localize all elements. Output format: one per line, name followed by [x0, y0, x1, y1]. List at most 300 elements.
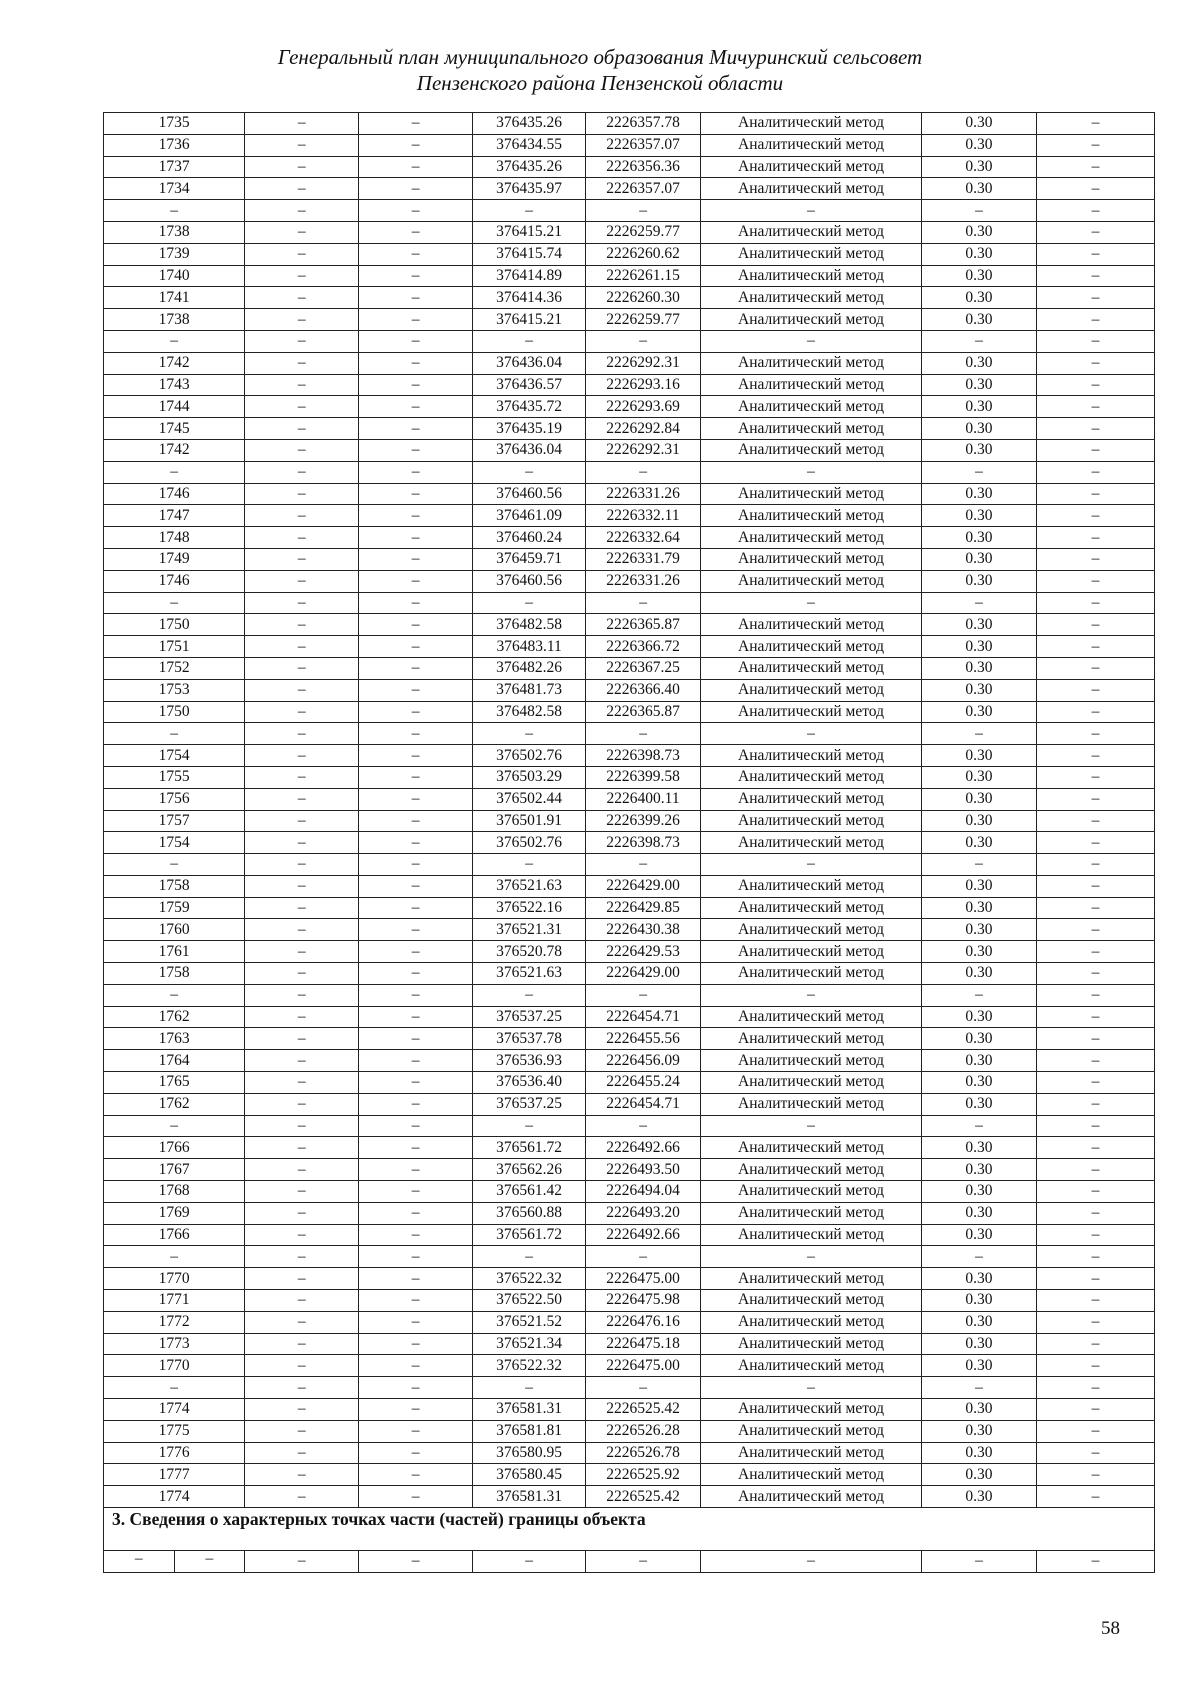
table-cell: 0.30 — [921, 287, 1036, 309]
table-cell: 376436.04 — [473, 352, 586, 374]
page-header — [0, 44, 1200, 96]
table-cell: 376435.97 — [473, 178, 586, 200]
table-cell: – — [921, 1115, 1036, 1137]
table-cell: 376460.24 — [473, 527, 586, 549]
table-cell: – — [245, 636, 359, 658]
table-row — [104, 570, 1155, 592]
table-cell: – — [1036, 287, 1154, 309]
table-cell: – — [1036, 483, 1154, 505]
table-cell: 376435.26 — [473, 156, 586, 178]
table-cell: – — [245, 330, 359, 352]
table-cell: 1763 — [104, 1028, 245, 1050]
table-cell: 376435.19 — [473, 418, 586, 440]
table-cell: – — [359, 1268, 473, 1290]
table-row — [104, 1290, 1155, 1312]
table-cell: – — [359, 221, 473, 243]
table-cell: 2226429.00 — [586, 963, 701, 985]
table-cell: 1737 — [104, 156, 245, 178]
table-cell: – — [1036, 243, 1154, 265]
table-cell: 1774 — [104, 1399, 245, 1421]
table-cell: – — [359, 1442, 473, 1464]
table-cell: – — [473, 854, 586, 876]
table-row — [104, 657, 1155, 679]
table-cell: 1747 — [104, 505, 245, 527]
table-cell: – — [359, 1115, 473, 1137]
table-cell: 1766 — [104, 1224, 245, 1246]
table-cell: – — [1036, 745, 1154, 767]
table-cell: Аналитический метод — [701, 178, 922, 200]
table-cell: – — [1036, 1333, 1154, 1355]
table-cell: – — [245, 374, 359, 396]
table-cell: 2226332.64 — [586, 527, 701, 549]
table-cell: 2226357.07 — [586, 178, 701, 200]
table-cell: – — [359, 745, 473, 767]
table-cell: – — [245, 1050, 359, 1072]
table-cell: – — [245, 1028, 359, 1050]
table-split-cell — [104, 1551, 245, 1573]
table-cell: – — [1036, 200, 1154, 222]
table-cell: – — [359, 701, 473, 723]
table-cell: Аналитический метод — [701, 505, 922, 527]
table-cell: – — [1036, 1290, 1154, 1312]
table-cell: 2226292.31 — [586, 352, 701, 374]
table-cell: 1739 — [104, 243, 245, 265]
table-cell: Аналитический метод — [701, 374, 922, 396]
table-cell: 376521.52 — [473, 1311, 586, 1333]
table-cell: – — [359, 963, 473, 985]
table-cell: 1738 — [104, 309, 245, 331]
table-cell: – — [245, 1486, 359, 1508]
table-cell: – — [1036, 614, 1154, 636]
table-cell: 0.30 — [921, 1311, 1036, 1333]
table-cell: 1736 — [104, 134, 245, 156]
table-cell: Аналитический метод — [701, 941, 922, 963]
table-cell: – — [245, 897, 359, 919]
table-row — [104, 854, 1155, 876]
table-cell: – — [359, 1006, 473, 1028]
table-cell: Аналитический метод — [701, 701, 922, 723]
table-cell: 0.30 — [921, 1290, 1036, 1312]
table-cell: 376537.25 — [473, 1006, 586, 1028]
table-cell: 2226475.18 — [586, 1333, 701, 1355]
table-cell: – — [245, 723, 359, 745]
table-cell: 0.30 — [921, 1093, 1036, 1115]
table-cell: 2226293.69 — [586, 396, 701, 418]
table-cell: 1765 — [104, 1072, 245, 1094]
table-cell: 1740 — [104, 265, 245, 287]
table-cell: 1752 — [104, 657, 245, 679]
table-cell: – — [359, 1050, 473, 1072]
table-cell: – — [359, 1159, 473, 1181]
table-cell: – — [245, 1181, 359, 1203]
table-cell: 2226455.56 — [586, 1028, 701, 1050]
table-cell: 1768 — [104, 1181, 245, 1203]
table-cell: – — [1036, 527, 1154, 549]
table-cell: – — [359, 309, 473, 331]
table-cell: 1734 — [104, 178, 245, 200]
table-cell: – — [245, 1551, 359, 1573]
table-cell: 2226525.92 — [586, 1464, 701, 1486]
table-cell: Аналитический метод — [701, 1202, 922, 1224]
table-cell: Аналитический метод — [701, 766, 922, 788]
table-cell: 2226454.71 — [586, 1093, 701, 1115]
table-cell: – — [586, 200, 701, 222]
table-cell: 1754 — [104, 832, 245, 854]
table-cell: – — [1036, 1115, 1154, 1137]
table-cell: 376483.11 — [473, 636, 586, 658]
table-row — [104, 483, 1155, 505]
table-cell: Аналитический метод — [701, 1159, 922, 1181]
table-cell: 1748 — [104, 527, 245, 549]
table-cell: – — [359, 461, 473, 483]
table-cell: 2226492.66 — [586, 1224, 701, 1246]
table-cell: 2226492.66 — [586, 1137, 701, 1159]
table-cell: – — [1036, 1028, 1154, 1050]
table-cell: – — [1036, 548, 1154, 570]
table-row — [104, 178, 1155, 200]
table-cell: 2226456.09 — [586, 1050, 701, 1072]
table-cell: 0.30 — [921, 832, 1036, 854]
table-cell: – — [359, 657, 473, 679]
table-row — [104, 963, 1155, 985]
table-row — [104, 941, 1155, 963]
table-cell: – — [245, 1399, 359, 1421]
table-cell: 0.30 — [921, 614, 1036, 636]
table-cell: 1769 — [104, 1202, 245, 1224]
table-cell: 1745 — [104, 418, 245, 440]
table-cell: Аналитический метод — [701, 1072, 922, 1094]
table-cell: – — [359, 854, 473, 876]
table-cell: 0.30 — [921, 1050, 1036, 1072]
table-cell: 1742 — [104, 439, 245, 461]
table-cell: 2226475.00 — [586, 1355, 701, 1377]
table-cell: 1755 — [104, 766, 245, 788]
table-cell: – — [245, 984, 359, 1006]
table-cell: Аналитический метод — [701, 265, 922, 287]
table-cell: 0.30 — [921, 134, 1036, 156]
table-cell: Аналитический метод — [701, 548, 922, 570]
table-cell: 2226259.77 — [586, 221, 701, 243]
table-cell: – — [586, 1246, 701, 1268]
table-cell: – — [1036, 221, 1154, 243]
table-cell: 1750 — [104, 614, 245, 636]
table-cell: – — [104, 723, 245, 745]
table-cell: 0.30 — [921, 745, 1036, 767]
table-cell: – — [701, 592, 922, 614]
table-cell: – — [921, 1551, 1036, 1573]
table-row — [104, 439, 1155, 461]
table-cell: – — [359, 636, 473, 658]
table-cell: – — [245, 1377, 359, 1399]
table-cell: – — [473, 1115, 586, 1137]
table-row — [104, 1137, 1155, 1159]
table-cell: 376536.93 — [473, 1050, 586, 1072]
table-cell: 0.30 — [921, 374, 1036, 396]
table-row — [104, 875, 1155, 897]
table-cell: – — [473, 200, 586, 222]
table-cell: 0.30 — [921, 1202, 1036, 1224]
table-cell: Аналитический метод — [701, 1268, 922, 1290]
table-cell: – — [473, 1246, 586, 1268]
table-row — [104, 265, 1155, 287]
table-cell: – — [701, 854, 922, 876]
table-cell: 0.30 — [921, 679, 1036, 701]
page-number: 58 — [1101, 1618, 1120, 1639]
table-cell: 2226429.53 — [586, 941, 701, 963]
table-cell: 1746 — [104, 483, 245, 505]
table-cell: 0.30 — [921, 1355, 1036, 1377]
table-cell: 376581.31 — [473, 1486, 586, 1508]
table-cell: 0.30 — [921, 1072, 1036, 1094]
table-cell: 0.30 — [921, 1159, 1036, 1181]
table-cell: Аналитический метод — [701, 1311, 922, 1333]
table-cell: – — [1036, 657, 1154, 679]
table-cell: 376460.56 — [473, 483, 586, 505]
table-cell: – — [359, 1486, 473, 1508]
table-cell: Аналитический метод — [701, 1181, 922, 1203]
table-cell: – — [1036, 418, 1154, 440]
table-cell: – — [245, 178, 359, 200]
table-cell: 2226366.40 — [586, 679, 701, 701]
table-row — [104, 614, 1155, 636]
table-cell: Аналитический метод — [701, 1224, 922, 1246]
table-cell: Аналитический метод — [701, 527, 922, 549]
table-cell: 0.30 — [921, 941, 1036, 963]
table-cell: 2226292.31 — [586, 439, 701, 461]
table-cell: – — [245, 156, 359, 178]
table-cell: 376520.78 — [473, 941, 586, 963]
table-cell: – — [245, 1464, 359, 1486]
table-cell: 2226475.98 — [586, 1290, 701, 1312]
header-title-line2: Пензенского района Пензенской области — [416, 71, 784, 95]
table-cell: – — [245, 1268, 359, 1290]
table-cell: – — [245, 766, 359, 788]
table-row — [104, 1464, 1155, 1486]
table-cell: 1766 — [104, 1137, 245, 1159]
table-row — [104, 396, 1155, 418]
table-cell: – — [245, 1355, 359, 1377]
table-cell: – — [1036, 897, 1154, 919]
table-cell: – — [359, 330, 473, 352]
table-row — [104, 788, 1155, 810]
table-cell: 376460.56 — [473, 570, 586, 592]
table-cell: – — [245, 810, 359, 832]
table-cell: – — [701, 723, 922, 745]
table-cell: Аналитический метод — [701, 570, 922, 592]
table-cell: – — [473, 330, 586, 352]
table-cell: – — [1036, 330, 1154, 352]
table-cell: Аналитический метод — [701, 1355, 922, 1377]
table-cell: – — [245, 1420, 359, 1442]
table-cell: – — [359, 156, 473, 178]
table-cell: – — [359, 614, 473, 636]
table-cell: – — [473, 723, 586, 745]
table-cell: Аналитический метод — [701, 636, 922, 658]
table-row — [104, 1246, 1155, 1268]
table-cell: – — [1036, 1093, 1154, 1115]
table-cell: – — [245, 200, 359, 222]
table-cell: 0.30 — [921, 505, 1036, 527]
table-cell: – — [245, 134, 359, 156]
table-cell: 1753 — [104, 679, 245, 701]
table-cell: 2226332.11 — [586, 505, 701, 527]
table-cell: 376537.78 — [473, 1028, 586, 1050]
table-row — [104, 1486, 1155, 1508]
table-cell: 1757 — [104, 810, 245, 832]
table-cell: Аналитический метод — [701, 309, 922, 331]
table-cell: – — [586, 461, 701, 483]
table-cell: 1760 — [104, 919, 245, 941]
table-cell: – — [359, 265, 473, 287]
table-cell: – — [1036, 723, 1154, 745]
table-cell: – — [1036, 505, 1154, 527]
table-row — [104, 1159, 1155, 1181]
table-cell: – — [245, 1311, 359, 1333]
table-cell: 376561.72 — [473, 1224, 586, 1246]
table-cell: 0.30 — [921, 243, 1036, 265]
table-cell: 376502.44 — [473, 788, 586, 810]
table-row — [104, 701, 1155, 723]
table-cell: – — [921, 1246, 1036, 1268]
table-cell: 376521.63 — [473, 875, 586, 897]
table-cell: – — [359, 352, 473, 374]
table-cell: – — [104, 1246, 245, 1268]
table-cell: – — [1036, 1464, 1154, 1486]
table-cell: – — [104, 330, 245, 352]
table-cell: – — [359, 919, 473, 941]
table-cell: 376521.63 — [473, 963, 586, 985]
table-cell: – — [359, 1137, 473, 1159]
table-cell: – — [359, 113, 473, 135]
table-cell: – — [701, 1115, 922, 1137]
table-cell: – — [1036, 919, 1154, 941]
table-cell: 0.30 — [921, 439, 1036, 461]
table-cell: 376522.32 — [473, 1355, 586, 1377]
table-cell: – — [1036, 1050, 1154, 1072]
table-row — [104, 505, 1155, 527]
table-row — [104, 897, 1155, 919]
table-cell: – — [245, 788, 359, 810]
table-cell: 376414.36 — [473, 287, 586, 309]
table-cell: 1775 — [104, 1420, 245, 1442]
table-cell: – — [359, 505, 473, 527]
section-heading-row — [104, 1508, 1155, 1551]
table-cell: – — [586, 1377, 701, 1399]
table-cell: – — [1036, 396, 1154, 418]
table-cell: Аналитический метод — [701, 287, 922, 309]
table-cell: 376502.76 — [473, 832, 586, 854]
table-row — [104, 984, 1155, 1006]
table-cell: – — [245, 1159, 359, 1181]
table-cell: 2226400.11 — [586, 788, 701, 810]
table-cell: 0.30 — [921, 766, 1036, 788]
table-cell: – — [1036, 309, 1154, 331]
table-row — [104, 592, 1155, 614]
table-cell: Аналитический метод — [701, 897, 922, 919]
table-cell: – — [1036, 1224, 1154, 1246]
table-cell: 0.30 — [921, 875, 1036, 897]
table-row — [104, 200, 1155, 222]
table-cell: – — [359, 1224, 473, 1246]
table-cell: – — [1036, 636, 1154, 658]
table-row — [104, 113, 1155, 135]
table-cell: 1762 — [104, 1006, 245, 1028]
table-cell: – — [1036, 1420, 1154, 1442]
table-cell: – — [245, 1442, 359, 1464]
table-cell: – — [245, 875, 359, 897]
table-cell: – — [359, 1202, 473, 1224]
table-cell: – — [245, 854, 359, 876]
table-cell: 1764 — [104, 1050, 245, 1072]
table-cell: 1771 — [104, 1290, 245, 1312]
table-cell: – — [473, 461, 586, 483]
table-row — [104, 352, 1155, 374]
table-cell: – — [1036, 1442, 1154, 1464]
table-cell: 0.30 — [921, 309, 1036, 331]
table-cell: 2226494.04 — [586, 1181, 701, 1203]
table-cell: – — [359, 941, 473, 963]
table-cell: – — [245, 287, 359, 309]
table-cell: 376415.21 — [473, 309, 586, 331]
table-cell: 376561.42 — [473, 1181, 586, 1203]
table-cell: – — [473, 1551, 586, 1573]
table-cell: 376521.34 — [473, 1333, 586, 1355]
table-cell: 2226525.42 — [586, 1486, 701, 1508]
table-cell: – — [1036, 439, 1154, 461]
table-cell: Аналитический метод — [701, 1137, 922, 1159]
table-cell: 0.30 — [921, 265, 1036, 287]
table-cell: – — [1036, 941, 1154, 963]
table-cell: 0.30 — [921, 548, 1036, 570]
table-cell: – — [245, 570, 359, 592]
table-cell: – — [359, 439, 473, 461]
table-cell: – — [586, 984, 701, 1006]
table-cell: 2226526.28 — [586, 1420, 701, 1442]
table-cell: Аналитический метод — [701, 113, 922, 135]
table-cell: 1744 — [104, 396, 245, 418]
table-cell: – — [1036, 984, 1154, 1006]
table-row — [104, 330, 1155, 352]
table-cell: – — [359, 374, 473, 396]
table-cell: – — [473, 984, 586, 1006]
table-cell: – — [245, 1202, 359, 1224]
table-cell: – — [1036, 1551, 1154, 1573]
table-cell: 0.30 — [921, 1006, 1036, 1028]
table-row — [104, 1377, 1155, 1399]
table-cell: – — [359, 134, 473, 156]
table-cell: – — [245, 679, 359, 701]
table-cell: Аналитический метод — [701, 810, 922, 832]
table-row — [104, 723, 1155, 745]
table-cell: 2226399.26 — [586, 810, 701, 832]
table-row — [104, 1072, 1155, 1094]
table-cell: 0.30 — [921, 570, 1036, 592]
table-cell: 376415.74 — [473, 243, 586, 265]
table-cell: – — [245, 1115, 359, 1137]
table-cell: 2226365.87 — [586, 701, 701, 723]
table-cell: – — [359, 1420, 473, 1442]
table-cell: 1738 — [104, 221, 245, 243]
table-cell: – — [1036, 1377, 1154, 1399]
table-cell: – — [1036, 178, 1154, 200]
table-cell: – — [245, 505, 359, 527]
table-cell: 376461.09 — [473, 505, 586, 527]
table-cell: – — [104, 1115, 245, 1137]
table-cell: – — [359, 243, 473, 265]
table-cell: 376522.32 — [473, 1268, 586, 1290]
table-cell: Аналитический метод — [701, 963, 922, 985]
table-cell: 376537.25 — [473, 1093, 586, 1115]
